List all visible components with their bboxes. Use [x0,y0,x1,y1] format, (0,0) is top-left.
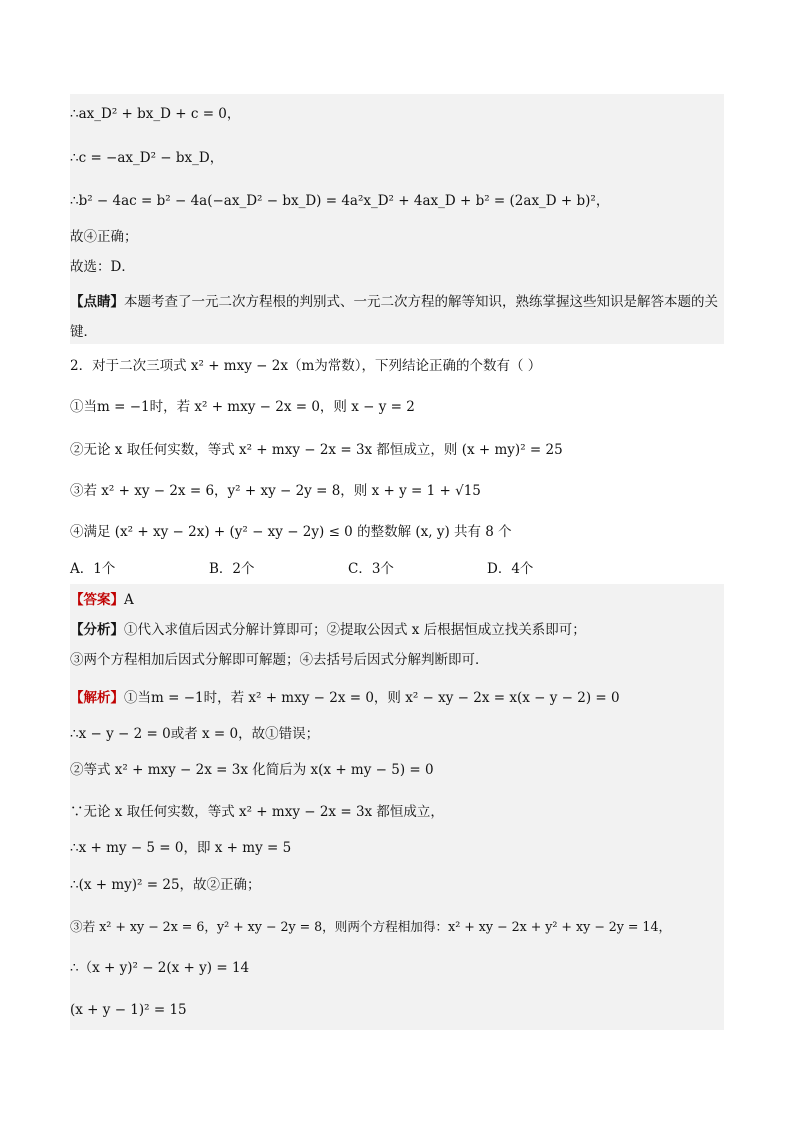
analysis-tag: 【分析】 [70,622,124,638]
solution-line-9: (x + y − 1)² = 15 [70,1002,187,1018]
solution-tag: 【解析】 [70,690,124,706]
analysis-text-1: ①代入求值后因式分解计算即可；②提取公因式 x 后根据恒成立找关系即可； [124,622,586,638]
analysis-line-1 [70,620,724,640]
eq-line-2: ∴c = −ax_D² − bx_D， [70,150,224,166]
dianjing-note [70,287,724,347]
option-c: C．3个 [348,561,394,577]
question-item-2: ②无论 x 取任何实数，等式 x² + mxy − 2x = 3x 都恒成立，则 (x + my)² = 25 [70,442,563,458]
choice-line: 故选：D． [70,259,135,275]
analysis-line-2: ③两个方程相加后因式分解即可解题；④去括号后因式分解判断即可． [70,652,489,668]
answer-line [70,590,724,610]
solution-line-1 [70,688,724,708]
dianjing-tag: 【点睛】 [70,294,124,310]
solution-line-4: ∵无论 x 取任何实数，等式 x² + mxy − 2x = 3x 都恒成立， [70,804,444,820]
option-a: A．1个 [70,561,116,577]
solution-line-5: ∴x + my − 5 = 0，即 x + my = 5 [70,840,292,856]
conclusion-4: 故④正确； [70,229,138,245]
solution-line-2: ∴x − y − 2 = 0或者 x = 0，故①错误； [70,726,320,742]
question-item-4: ④满足 (x² + xy − 2x) + (y² − xy − 2y) ≤ 0 的整数解 (x, y) 共有 8 个 [70,524,512,540]
solution-text-1: ①当m = −1时，若 x² + mxy − 2x = 0，则 x² − xy − 2x = x(x − y − 2) = 0 [124,690,620,706]
option-b: B．2个 [209,561,255,577]
question-options [70,559,724,579]
answer-text: A [124,592,134,608]
solution-line-8: ∴（x + y)² − 2(x + y) = 14 [70,960,250,976]
solution-line-3: ②等式 x² + mxy − 2x = 3x 化简后为 x(x + my − 5) = 0 [70,762,434,778]
solution-line-7: ③若 x² + xy − 2x = 6，y² + xy − 2y = 8，则两个方程相加得：x² + xy − 2x + y² + xy − 2y = 14， [70,919,672,934]
solution-line-6: ∴(x + my)² = 25，故②正确； [70,877,261,893]
dianjing-text: 本题考查了一元二次方程根的判别式、一元二次方程的解等知识，熟练掌握这些知识是解答本题的关键． [70,294,718,340]
question-item-1: ①当m = −1时，若 x² + mxy − 2x = 0，则 x − y = 2 [70,399,415,415]
answer-tag: 【答案】 [70,592,124,608]
question-stem: 2．对于二次三项式 x² + mxy − 2x（m为常数），下列结论正确的个数有（ ） [70,358,542,374]
eq-line-3: ∴b² − 4ac = b² − 4a(−ax_D² − bx_D) = 4a²x_D² + 4ax_D + b² = (2ax_D + b)²， [70,193,610,209]
option-d: D．4个 [487,561,534,577]
eq-line-1: ∴ax_D² + bx_D + c = 0， [70,106,241,122]
question-item-3: ③若 x² + xy − 2x = 6，y² + xy − 2y = 8，则 x + y = 1 + √15 [70,483,481,499]
